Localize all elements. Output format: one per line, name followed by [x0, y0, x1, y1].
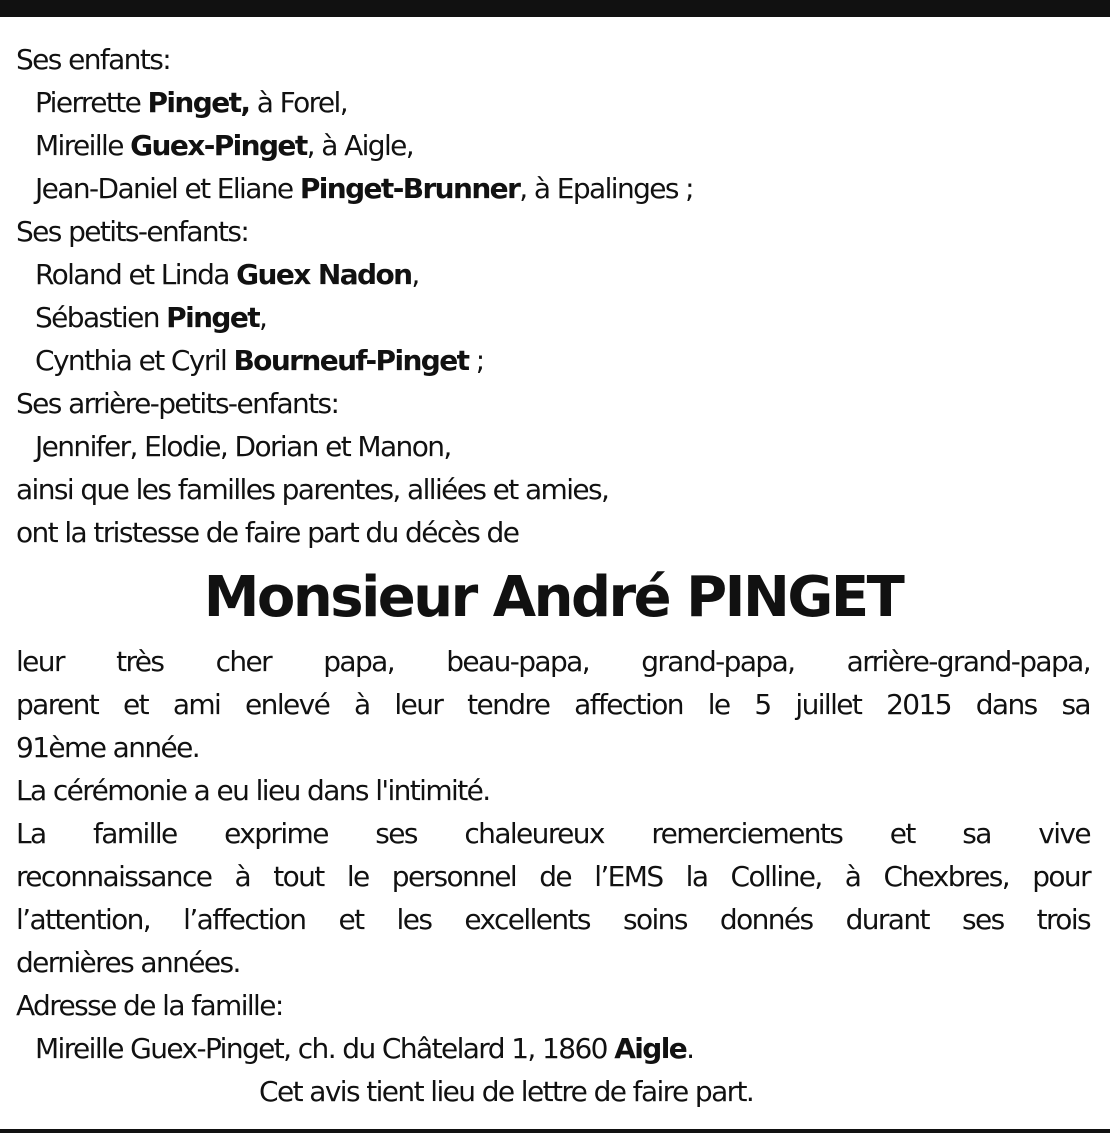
thanks-line: dernières années. [16, 946, 240, 979]
family-name: Bourneuf-Pinget [233, 344, 469, 377]
address-street: Mireille Guex-Pinget, ch. du Châtelard 1, 1860 [35, 1032, 615, 1065]
address-city: Aigle [614, 1032, 687, 1065]
child-entry [16, 81, 1090, 124]
first-names: Pierrette [35, 86, 148, 119]
first-names: Mireille [35, 129, 131, 162]
children-heading: Ses enfants: [16, 43, 171, 76]
family-name: Guex Nadon [236, 258, 412, 291]
child-entry [16, 124, 1090, 167]
family-name: Guex-Pinget [130, 129, 307, 162]
thanks-line: La famille exprime ses chaleureux remerciements et sa vive [16, 817, 1090, 850]
address-line [16, 1027, 1090, 1070]
deceased-name: Monsieur André PINGET [203, 565, 903, 630]
tribute-line: parent et ami enlevé à leur tendre affection le 5 juillet 2015 dans sa [16, 688, 1090, 721]
residence: à Forel, [249, 86, 348, 119]
closing-note: Cet avis tient lieu de lettre de faire part. [259, 1075, 754, 1108]
bottom-border-rule [0, 1129, 1110, 1133]
grandchild-entry [16, 296, 1090, 339]
punctuation: , [259, 301, 267, 334]
family-name: Pinget, [147, 86, 250, 119]
thanks-line: reconnaissance à tout le personnel de l’EMS la Colline, à Chexbres, pour [16, 860, 1090, 893]
tribute-line: leur très cher papa, beau-papa, grand-papa, arrière-grand-papa, [16, 645, 1090, 678]
child-entry [16, 167, 1090, 210]
first-names: Sébastien [35, 301, 167, 334]
family-name: Pinget-Brunner [299, 172, 520, 205]
residence: , à Epalinges ; [519, 172, 694, 205]
first-names: Jean-Daniel et Eliane [35, 172, 300, 205]
grandchild-entry [16, 253, 1090, 296]
top-border-rule [0, 0, 1110, 17]
death-notice [16, 38, 1090, 1113]
grandchild-entry [16, 339, 1090, 382]
great-grandchildren-names: Jennifer, Elodie, Dorian et Manon, [35, 430, 451, 463]
residence: , à Aigle, [306, 129, 414, 162]
announce-line: ont la tristesse de faire part du décès de [16, 516, 519, 549]
first-names: Cynthia et Cyril [35, 344, 234, 377]
address-punctuation: . [686, 1032, 694, 1065]
tribute-line: 91ème année. [16, 731, 200, 764]
grandchildren-heading: Ses petits-enfants: [16, 215, 249, 248]
punctuation: , [411, 258, 419, 291]
family-name: Pinget [166, 301, 260, 334]
punctuation: ; [468, 344, 484, 377]
great-grandchildren-heading: Ses arrière-petits-enfants: [16, 387, 339, 420]
ceremony-line: La cérémonie a eu lieu dans l'intimité. [16, 774, 490, 807]
thanks-line: l’attention, l’affection et les excellents soins donnés durant ses trois [16, 903, 1090, 936]
families-line: ainsi que les familles parentes, alliées et amies, [16, 473, 609, 506]
first-names: Roland et Linda [35, 258, 237, 291]
address-heading: Adresse de la famille: [16, 989, 283, 1022]
